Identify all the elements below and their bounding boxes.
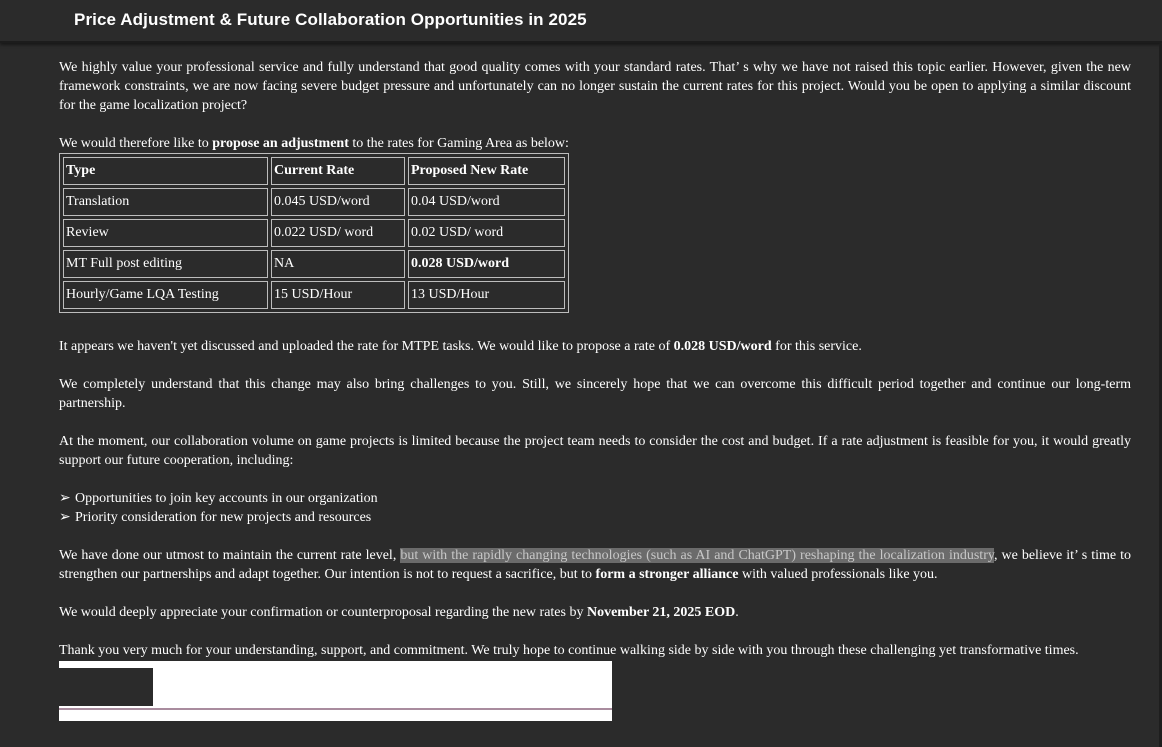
list-item: [59, 508, 1131, 527]
table-header-row: [63, 157, 565, 185]
table-header-cell: [408, 157, 565, 185]
paragraph-volume: At the moment, our collaboration volume on game projects is limited because the project team needs to consider the cost and budget. If a rate adjustment is feasible for you, it would greatly support our future cooperation, including:: [59, 434, 1131, 468]
header-text: Proposed New Rate: [411, 163, 529, 178]
paragraph-proposal: [59, 134, 1131, 153]
signature-divider: [59, 708, 612, 710]
table-cell: 0.02 USD/ word: [408, 219, 565, 247]
signature-logo-block: [59, 668, 153, 706]
table-row: [63, 188, 565, 216]
table-header-cell: [63, 157, 268, 185]
text-span: We have done our utmost to maintain the current rate level,: [59, 548, 401, 563]
paragraph-thanks: Thank you very much for your understanding, support, and commitment. We truly hope to continue walking side by side with you through these challenging yet transformative times.: [59, 643, 1079, 658]
table-cell: 15 USD/Hour: [271, 281, 405, 309]
table-cell: Translation: [63, 188, 268, 216]
text-span: We would deeply appreciate your confirmation or counterproposal regarding the new rates by: [59, 605, 587, 620]
text-span: .: [735, 605, 739, 620]
header-text: Current Rate: [274, 163, 355, 178]
rates-table: [59, 153, 569, 313]
bold-text: form a stronger alliance: [595, 567, 739, 582]
text-span: It appears we haven't yet discussed and uploaded the rate for MTPE tasks. We would like to propose a rate of: [59, 339, 674, 354]
header-text: Type: [66, 163, 96, 178]
email-subject: Price Adjustment & Future Collaboration Opportunities in 2025: [74, 10, 587, 29]
paragraph-deadline: [59, 603, 1131, 622]
list-item-text: Opportunities to join key accounts in our organization: [75, 491, 378, 506]
arrow-bullet-icon: ➢: [59, 491, 71, 506]
bold-text: 0.028 USD/word: [673, 339, 772, 354]
paragraph-technology: [59, 546, 1131, 584]
paragraph-mtpe: [59, 337, 1131, 356]
list-item-text: Priority consideration for new projects and resources: [75, 510, 372, 525]
bold-text: propose an adjustment: [212, 136, 349, 151]
table-cell: 0.04 USD/word: [408, 188, 565, 216]
benefits-list: [59, 489, 1131, 527]
signature-image: [59, 661, 612, 721]
table-cell: 0.022 USD/ word: [271, 219, 405, 247]
table-row: [63, 281, 565, 309]
text-span: for this service.: [771, 339, 862, 354]
table-cell: MT Full post editing: [63, 250, 268, 278]
table-cell: 0.045 USD/word: [271, 188, 405, 216]
text-span: We would therefore like to: [59, 136, 213, 151]
table-row: [63, 219, 565, 247]
text-span: to the rates for Gaming Area as below:: [348, 136, 569, 151]
table-cell: [408, 250, 565, 278]
bold-text: November 21, 2025 EOD: [586, 605, 736, 620]
text-span: with valued professionals like you.: [738, 567, 938, 582]
table-row: [63, 250, 565, 278]
table-cell: Review: [63, 219, 268, 247]
table-cell: Hourly/Game LQA Testing: [63, 281, 268, 309]
text-span: , we believe it’ s time to strengthen our partnerships and adapt together. Our intention is not to request a sacrifice, but to: [59, 548, 1131, 582]
highlighted-text[interactable]: but with the rapidly changing technologies (such as AI and ChatGPT) reshaping the localization industry: [400, 548, 994, 563]
bold-text: 0.028 USD/word: [411, 256, 510, 271]
paragraph-understanding: We completely understand that this change may also bring challenges to you. Still, we sincerely hope that we can overcome this difficult period together and continue our long-term partnership.: [59, 377, 1131, 411]
list-item: [59, 489, 1131, 508]
table-cell: 13 USD/Hour: [408, 281, 565, 309]
email-body: [59, 58, 1131, 679]
email-header: [0, 0, 1162, 43]
paragraph-intro: We highly value your professional service and fully understand that good quality comes with your standard rates. That’ s why we have not raised this topic earlier. However, given the new framework constraints, we are now facing severe budget pressure and unfortunately can no longer sustain the current rates for this project. Would you be open to applying a similar discount for the game localization project?: [59, 60, 1131, 113]
table-cell: NA: [271, 250, 405, 278]
arrow-bullet-icon: ➢: [59, 510, 71, 525]
table-header-cell: [271, 157, 405, 185]
